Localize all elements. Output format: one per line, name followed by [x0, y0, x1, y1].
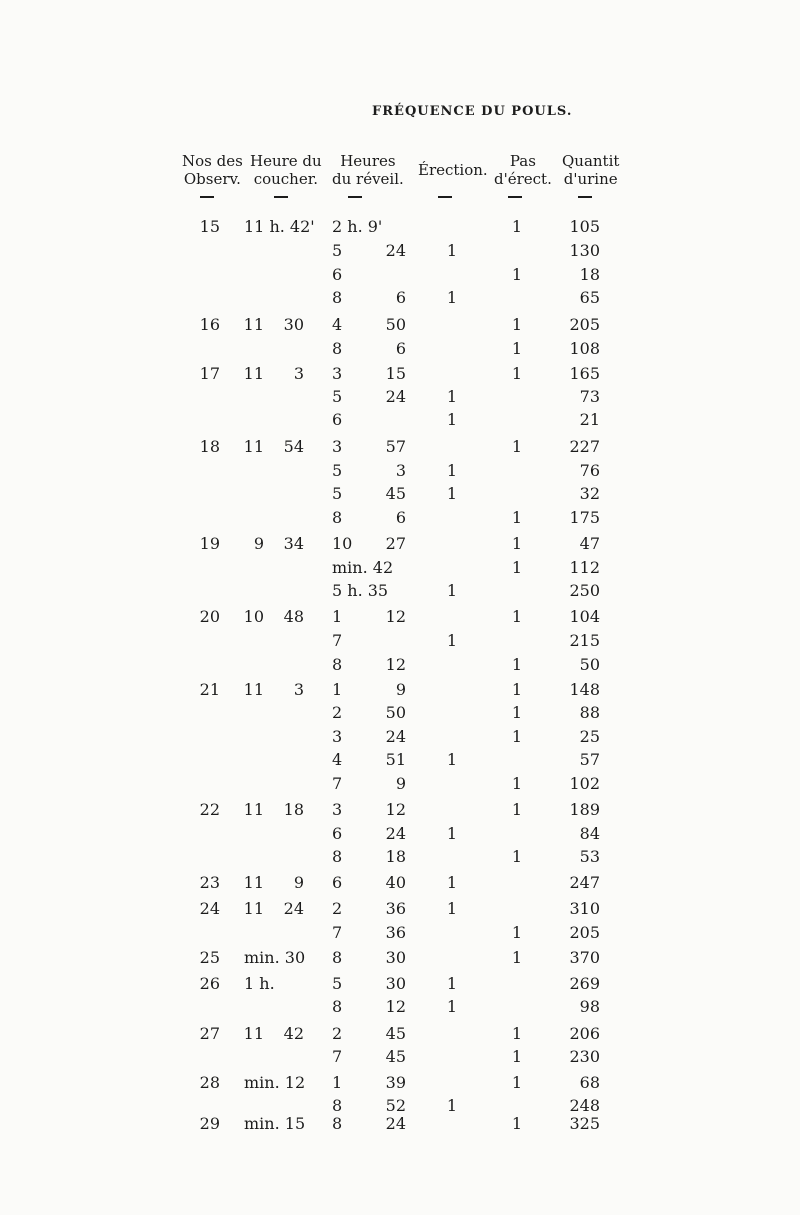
- reveil-hour: 3: [332, 364, 343, 383]
- reveil-hour: 4: [332, 315, 343, 334]
- reveil-minute: 12: [385, 800, 406, 819]
- urine-quantity: 53: [579, 847, 600, 866]
- reveil-minute: 39: [385, 1073, 406, 1092]
- table-row: [0, 387, 800, 409]
- reveil-minute: 45: [385, 1047, 406, 1066]
- pas-erection-count: 1: [511, 680, 523, 699]
- table-row: [0, 1047, 800, 1069]
- coucher-text: min. 12: [244, 1073, 306, 1092]
- erection-count: 1: [446, 410, 458, 429]
- header-erection-line1: Érection.: [418, 161, 488, 179]
- coucher-hour: 11: [243, 437, 264, 456]
- reveil-hour: 3: [332, 727, 343, 746]
- erection-count: 1: [446, 241, 458, 260]
- header-obs-line2: Observ.: [183, 170, 241, 188]
- table-row: [0, 948, 800, 970]
- table-row: [0, 750, 800, 772]
- urine-quantity: 65: [579, 288, 600, 307]
- header-obs-line1: Nos des: [182, 152, 243, 170]
- erection-count: 1: [446, 974, 458, 993]
- coucher-text: min. 30: [244, 948, 306, 967]
- reveil-minute: 45: [385, 484, 406, 503]
- pas-erection-count: 1: [511, 558, 523, 577]
- reveil-minute: 6: [395, 508, 406, 527]
- coucher-text: 11 h. 42': [244, 217, 315, 236]
- header-coucher-line2: coucher.: [253, 170, 319, 188]
- reveil-minute: 51: [385, 750, 406, 769]
- urine-quantity: 98: [579, 997, 600, 1016]
- reveil-minute: 6: [395, 288, 406, 307]
- coucher-minute: 3: [293, 364, 304, 383]
- urine-quantity: 269: [569, 974, 600, 993]
- urine-quantity: 247: [569, 873, 600, 892]
- reveil-hour: 2: [332, 703, 343, 722]
- reveil-hour: 5: [332, 241, 343, 260]
- table-row: [0, 581, 800, 603]
- coucher-minute: 34: [283, 534, 304, 553]
- pas-erection-count: 1: [511, 727, 523, 746]
- urine-quantity: 57: [579, 750, 600, 769]
- reveil-minute: 52: [385, 1096, 406, 1115]
- reveil-hour: 8: [332, 655, 343, 674]
- urine-quantity: 148: [569, 680, 600, 699]
- obs-number: 24: [199, 899, 220, 918]
- pas-erection-count: 1: [511, 948, 523, 967]
- erection-count: 1: [446, 288, 458, 307]
- coucher-text: 1 h.: [244, 974, 275, 993]
- reveil-hour: 7: [332, 631, 343, 650]
- reveil-minute: 24: [385, 241, 406, 260]
- table-row: [0, 461, 800, 483]
- erection-count: 1: [446, 899, 458, 918]
- table-row: [0, 655, 800, 677]
- table-row: [0, 631, 800, 653]
- reveil-hour: 7: [332, 923, 343, 942]
- urine-quantity: 50: [579, 655, 600, 674]
- reveil-hour: 2: [332, 899, 343, 918]
- header-pas-line2: d'érect.: [494, 170, 552, 188]
- reveil-minute: 12: [385, 997, 406, 1016]
- reveil-minute: 50: [385, 703, 406, 722]
- table-row: [0, 899, 800, 921]
- erection-count: 1: [446, 824, 458, 843]
- erection-count: 1: [446, 873, 458, 892]
- reveil-minute: 27: [385, 534, 406, 553]
- table-row: [0, 217, 800, 239]
- table-row: [0, 1024, 800, 1046]
- reveil-hour: 8: [332, 997, 343, 1016]
- obs-number: 17: [199, 364, 220, 383]
- table-row: [0, 558, 800, 580]
- header-quantite-line1: Quantit: [562, 152, 620, 170]
- reveil-hour: 7: [332, 1047, 343, 1066]
- erection-count: 1: [446, 997, 458, 1016]
- urine-quantity: 108: [569, 339, 600, 358]
- coucher-hour: 11: [243, 680, 264, 699]
- pas-erection-count: 1: [511, 655, 523, 674]
- reveil-minute: 24: [385, 1114, 406, 1133]
- table-row: [0, 534, 800, 556]
- header-pas-line1: Pas: [509, 152, 536, 170]
- table-row: [0, 873, 800, 895]
- coucher-hour: 11: [243, 800, 264, 819]
- reveil-hour: 1: [332, 607, 343, 626]
- reveil-hour: 6: [332, 824, 343, 843]
- obs-number: 20: [199, 607, 220, 626]
- reveil-minute: 6: [395, 339, 406, 358]
- header-coucher-line1: Heure du: [250, 152, 322, 170]
- table-row: [0, 727, 800, 749]
- reveil-text: 5 h. 35: [332, 581, 389, 600]
- obs-number: 25: [199, 948, 220, 967]
- reveil-hour: 6: [332, 873, 343, 892]
- erection-count: 1: [446, 1096, 458, 1115]
- urine-quantity: 104: [569, 607, 600, 626]
- urine-quantity: 175: [569, 508, 600, 527]
- table-row: [0, 774, 800, 796]
- table-row: [0, 974, 800, 996]
- obs-number: 29: [199, 1114, 220, 1133]
- obs-number: 16: [199, 315, 220, 334]
- reveil-minute: 24: [385, 727, 406, 746]
- header-reveil-line1: Heures: [340, 152, 396, 170]
- table-row: [0, 680, 800, 702]
- erection-count: 1: [446, 387, 458, 406]
- obs-number: 27: [199, 1024, 220, 1043]
- urine-quantity: 215: [569, 631, 600, 650]
- pas-erection-count: 1: [511, 800, 523, 819]
- coucher-hour: 11: [243, 364, 264, 383]
- urine-quantity: 105: [569, 217, 600, 236]
- table-row: [0, 824, 800, 846]
- urine-quantity: 310: [569, 899, 600, 918]
- urine-quantity: 84: [579, 824, 600, 843]
- coucher-hour: 11: [243, 1024, 264, 1043]
- reveil-hour: 8: [332, 339, 343, 358]
- urine-quantity: 230: [569, 1047, 600, 1066]
- reveil-hour: 8: [332, 1114, 343, 1133]
- urine-quantity: 370: [569, 948, 600, 967]
- reveil-hour: 3: [332, 800, 343, 819]
- reveil-hour: 1: [332, 680, 343, 699]
- pas-erection-count: 1: [511, 923, 523, 942]
- table-row: [0, 508, 800, 530]
- obs-number: 15: [199, 217, 220, 236]
- urine-quantity: 227: [569, 437, 600, 456]
- pas-erection-count: 1: [511, 774, 523, 793]
- urine-quantity: 248: [569, 1096, 600, 1115]
- coucher-minute: 24: [283, 899, 304, 918]
- page-title: FRÉQUENCE DU POULS.: [372, 104, 573, 119]
- header-reveil-line2: du réveil.: [332, 170, 404, 188]
- urine-quantity: 130: [569, 241, 600, 260]
- reveil-minute: 15: [385, 364, 406, 383]
- erection-count: 1: [446, 461, 458, 480]
- reveil-minute: 3: [395, 461, 406, 480]
- urine-quantity: 205: [569, 923, 600, 942]
- reveil-hour: 8: [332, 1096, 343, 1115]
- urine-quantity: 250: [569, 581, 600, 600]
- urine-quantity: 205: [569, 315, 600, 334]
- erection-count: 1: [446, 631, 458, 650]
- pas-erection-count: 1: [511, 265, 523, 284]
- coucher-text: min. 15: [244, 1114, 306, 1133]
- urine-quantity: 88: [579, 703, 600, 722]
- urine-quantity: 18: [579, 265, 600, 284]
- pas-erection-count: 1: [511, 508, 523, 527]
- table-row: [0, 437, 800, 459]
- table-row: [0, 241, 800, 263]
- reveil-hour: 8: [332, 508, 343, 527]
- table-row: [0, 607, 800, 629]
- pas-erection-count: 1: [511, 607, 523, 626]
- table-row: [0, 847, 800, 869]
- reveil-minute: 36: [385, 899, 406, 918]
- urine-quantity: 68: [579, 1073, 600, 1092]
- reveil-hour: 10: [332, 534, 353, 553]
- pas-erection-count: 1: [511, 1024, 523, 1043]
- reveil-minute: 57: [385, 437, 406, 456]
- reveil-text: min. 42: [332, 558, 394, 577]
- erection-count: 1: [446, 581, 458, 600]
- pas-erection-count: 1: [511, 847, 523, 866]
- pas-erection-count: 1: [511, 534, 523, 553]
- reveil-hour: 3: [332, 437, 343, 456]
- pas-erection-count: 1: [511, 437, 523, 456]
- obs-number: 26: [199, 974, 220, 993]
- urine-quantity: 206: [569, 1024, 600, 1043]
- urine-quantity: 76: [579, 461, 600, 480]
- reveil-minute: 40: [385, 873, 406, 892]
- pas-erection-count: 1: [511, 1114, 523, 1133]
- coucher-minute: 3: [293, 680, 304, 699]
- coucher-minute: 18: [283, 800, 304, 819]
- reveil-minute: 9: [395, 680, 406, 699]
- table-row: [0, 703, 800, 725]
- reveil-minute: 36: [385, 923, 406, 942]
- coucher-hour: 11: [243, 899, 264, 918]
- urine-quantity: 189: [569, 800, 600, 819]
- table-row: [0, 339, 800, 361]
- obs-number: 23: [199, 873, 220, 892]
- reveil-minute: 12: [385, 607, 406, 626]
- reveil-minute: 24: [385, 387, 406, 406]
- reveil-hour: 7: [332, 774, 343, 793]
- coucher-hour: 10: [243, 607, 264, 626]
- pas-erection-count: 1: [511, 703, 523, 722]
- table-row: [0, 484, 800, 506]
- coucher-minute: 48: [283, 607, 304, 626]
- reveil-hour: 8: [332, 847, 343, 866]
- reveil-hour: 2: [332, 1024, 343, 1043]
- table-row: [0, 1114, 800, 1136]
- erection-count: 1: [446, 484, 458, 503]
- reveil-hour: 8: [332, 288, 343, 307]
- urine-quantity: 25: [579, 727, 600, 746]
- reveil-hour: 6: [332, 410, 343, 429]
- coucher-hour: 9: [253, 534, 264, 553]
- table-row: [0, 923, 800, 945]
- pas-erection-count: 1: [511, 1073, 523, 1092]
- obs-number: 28: [199, 1073, 220, 1092]
- coucher-minute: 9: [293, 873, 304, 892]
- reveil-hour: 1: [332, 1073, 343, 1092]
- urine-quantity: 325: [569, 1114, 600, 1133]
- urine-quantity: 73: [579, 387, 600, 406]
- urine-quantity: 102: [569, 774, 600, 793]
- obs-number: 21: [199, 680, 220, 699]
- obs-number: 22: [199, 800, 220, 819]
- reveil-hour: 5: [332, 484, 343, 503]
- reveil-minute: 24: [385, 824, 406, 843]
- table-row: [0, 997, 800, 1019]
- header-quantite-line2: d'urine: [563, 170, 618, 188]
- erection-count: 1: [446, 750, 458, 769]
- urine-quantity: 165: [569, 364, 600, 383]
- table-row: [0, 364, 800, 386]
- urine-quantity: 32: [579, 484, 600, 503]
- coucher-hour: 11: [243, 873, 264, 892]
- table-row: [0, 265, 800, 287]
- coucher-minute: 30: [283, 315, 304, 334]
- coucher-minute: 42: [283, 1024, 304, 1043]
- obs-number: 19: [199, 534, 220, 553]
- urine-quantity: 47: [579, 534, 600, 553]
- reveil-hour: 4: [332, 750, 343, 769]
- pas-erection-count: 1: [511, 315, 523, 334]
- reveil-minute: 18: [385, 847, 406, 866]
- table-row: [0, 410, 800, 432]
- table-row: [0, 288, 800, 310]
- pas-erection-count: 1: [511, 339, 523, 358]
- reveil-hour: 5: [332, 974, 343, 993]
- reveil-hour: 5: [332, 461, 343, 480]
- obs-number: 18: [199, 437, 220, 456]
- table-row: [0, 315, 800, 337]
- reveil-minute: 30: [385, 948, 406, 967]
- reveil-hour: 6: [332, 265, 343, 284]
- reveil-hour: 8: [332, 948, 343, 967]
- reveil-text: 2 h. 9': [332, 217, 383, 236]
- reveil-minute: 9: [395, 774, 406, 793]
- reveil-minute: 30: [385, 974, 406, 993]
- reveil-minute: 50: [385, 315, 406, 334]
- reveil-hour: 5: [332, 387, 343, 406]
- table-row: [0, 800, 800, 822]
- table-row: [0, 1073, 800, 1095]
- reveil-minute: 12: [385, 655, 406, 674]
- urine-quantity: 21: [579, 410, 600, 429]
- coucher-hour: 11: [243, 315, 264, 334]
- pas-erection-count: 1: [511, 364, 523, 383]
- urine-quantity: 112: [569, 558, 600, 577]
- pas-erection-count: 1: [511, 217, 523, 236]
- coucher-minute: 54: [283, 437, 304, 456]
- reveil-minute: 45: [385, 1024, 406, 1043]
- pas-erection-count: 1: [511, 1047, 523, 1066]
